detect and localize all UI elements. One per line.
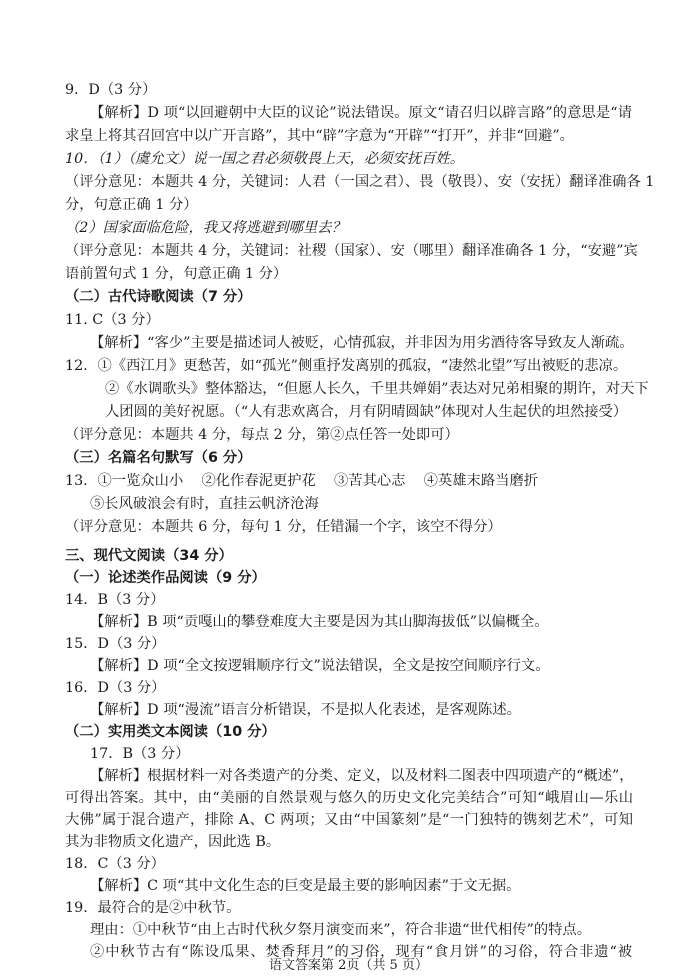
answer-12-point-2-line-2: 人团圆的美好祝愿。（“人有悲欢离合，月有阴晴圆缺”体现对人生起伏的坦然接受） bbox=[105, 404, 628, 420]
reason-19-line-2: ②中秋节古有“陈设瓜果、焚香拜月”的习俗，现有“食月饼”的习俗，符合非遗“被 bbox=[90, 944, 632, 960]
analysis-17-line-2: 可得出答案。其中，由“美丽的自然景观与悠久的历史文化完美结合”可知“峨眉山—乐山 bbox=[65, 790, 633, 806]
scoring-10-1-line-2: 分，句意正确 1 分） bbox=[65, 197, 198, 213]
answer-10-2: （2）国家面临危险，我又将逃避到哪里去？ bbox=[65, 220, 346, 236]
analysis-11: 【解析】“客少”主要是描述词人被贬，心情孤寂，并非因为用劣酒待客导致友人渐疏。 bbox=[90, 335, 634, 351]
analysis-15: 【解析】D 项“全文按逻辑顺序行文”说法错误，全文是按空间顺序行文。 bbox=[90, 658, 550, 674]
section-heading-modern-reading: 三、现代文阅读（34 分） bbox=[65, 548, 233, 564]
section-heading-practical-text: （二）实用类文本阅读（10 分） bbox=[65, 724, 276, 740]
scoring-10-1-line-1: （评分意见：本题共 4 分，关键词：人君（一国之君）、畏（敬畏）、安（安抚）翻译准确各 1 bbox=[65, 174, 655, 190]
section-heading-argumentative: （一）论述类作品阅读（9 分） bbox=[65, 570, 266, 586]
answer-19: 19．最符合的是②中秋节。 bbox=[65, 900, 241, 916]
section-heading-poetry: （二）古代诗歌阅读（7 分） bbox=[65, 289, 252, 305]
analysis-16: 【解析】D 项“漫流”语言分析错误，不是拟人化表述，是客观陈述。 bbox=[90, 702, 521, 718]
scoring-13: （评分意见：本题共 6 分，每句 1 分，任错漏一个字，该空不得分） bbox=[65, 519, 502, 535]
answer-9: 9．D（3 分） bbox=[65, 82, 157, 98]
answer-12-point-2-line-1: ②《水调歌头》整体豁达，“但愿人长久，千里共婵娟”表达对兄弟相聚的期许，对天下 bbox=[105, 381, 649, 397]
reason-19-line-1: 理由：①中秋节“由上古时代秋夕祭月演变而来”，符合非遗“世代相传”的特点。 bbox=[90, 922, 592, 938]
analysis-9-line-1: 【解析】D 项“以回避朝中大臣的议论”说法错误。原文“请召归以辟言路”的意思是“请 bbox=[90, 105, 632, 121]
answer-11: 11. C（3 分） bbox=[65, 312, 160, 328]
analysis-18: 【解析】C 项“其中文化生态的巨变是最主要的影响因素”于文无据。 bbox=[90, 878, 521, 894]
answer-15: 15．D（3 分） bbox=[65, 636, 166, 652]
answer-16: 16．D（3 分） bbox=[65, 680, 166, 696]
page-footer: 语文答案第 2页（共 5 页） bbox=[269, 958, 428, 973]
analysis-14: 【解析】B 项“贡嘎山的攀登难度大主要是因为其山脚海拔低”以偏概全。 bbox=[90, 614, 549, 630]
section-heading-recitation: （三）名篇名句默写（6 分） bbox=[65, 450, 252, 466]
answer-12-point-1: 12．①《西江月》更愁苦，如“孤光”侧重抒发离别的孤寂，“凄然北望”写出被贬的悲凉。 bbox=[65, 358, 628, 374]
answer-10-1: 10．（1）（虞允文）说一国之君必须敬畏上天，必须安抚百姓。 bbox=[65, 151, 465, 167]
analysis-9-line-2: 求皇上将其召回宫中以广开言路”，其中“辟”字意为“开辟”“打开”，并非“回避”。 bbox=[65, 128, 574, 144]
analysis-17-line-1: 【解析】根据材料一对各类遗产的分类、定义，以及材料二图表中四项遗产的“概述”， bbox=[90, 768, 634, 784]
scoring-10-2-line-2: 语前置句式 1 分，句意正确 1 分） bbox=[65, 266, 288, 282]
scoring-12: （评分意见：本题共 4 分，每点 2 分，第②点任答一处即可） bbox=[65, 427, 459, 443]
analysis-17-line-4: 其为非物质文化遗产，因此选 B。 bbox=[65, 834, 281, 850]
analysis-17-line-3: 大佛”属于混合遗产，排除 A、C 两项；又由“中国篆刻”是“一门独特的镌刻艺术”，可知 bbox=[65, 812, 633, 828]
scoring-10-2-line-1: （评分意见：本题共 4 分，关键词：社稷（国家）、安（哪里）翻译准确各 1 分，“安避”宾 bbox=[65, 243, 638, 259]
answer-13-line-2: ⑤长风破浪会有时，直挂云帆济沧海 bbox=[90, 496, 319, 512]
answer-13-line-1: 13．①一览众山小 ②化作春泥更护花 ③苦其心志 ④英雄末路当磨折 bbox=[65, 473, 539, 489]
answer-17: 17．B（3 分） bbox=[90, 746, 190, 762]
answer-18: 18．C（3 分） bbox=[65, 856, 165, 872]
answer-14: 14．B（3 分） bbox=[65, 592, 165, 608]
